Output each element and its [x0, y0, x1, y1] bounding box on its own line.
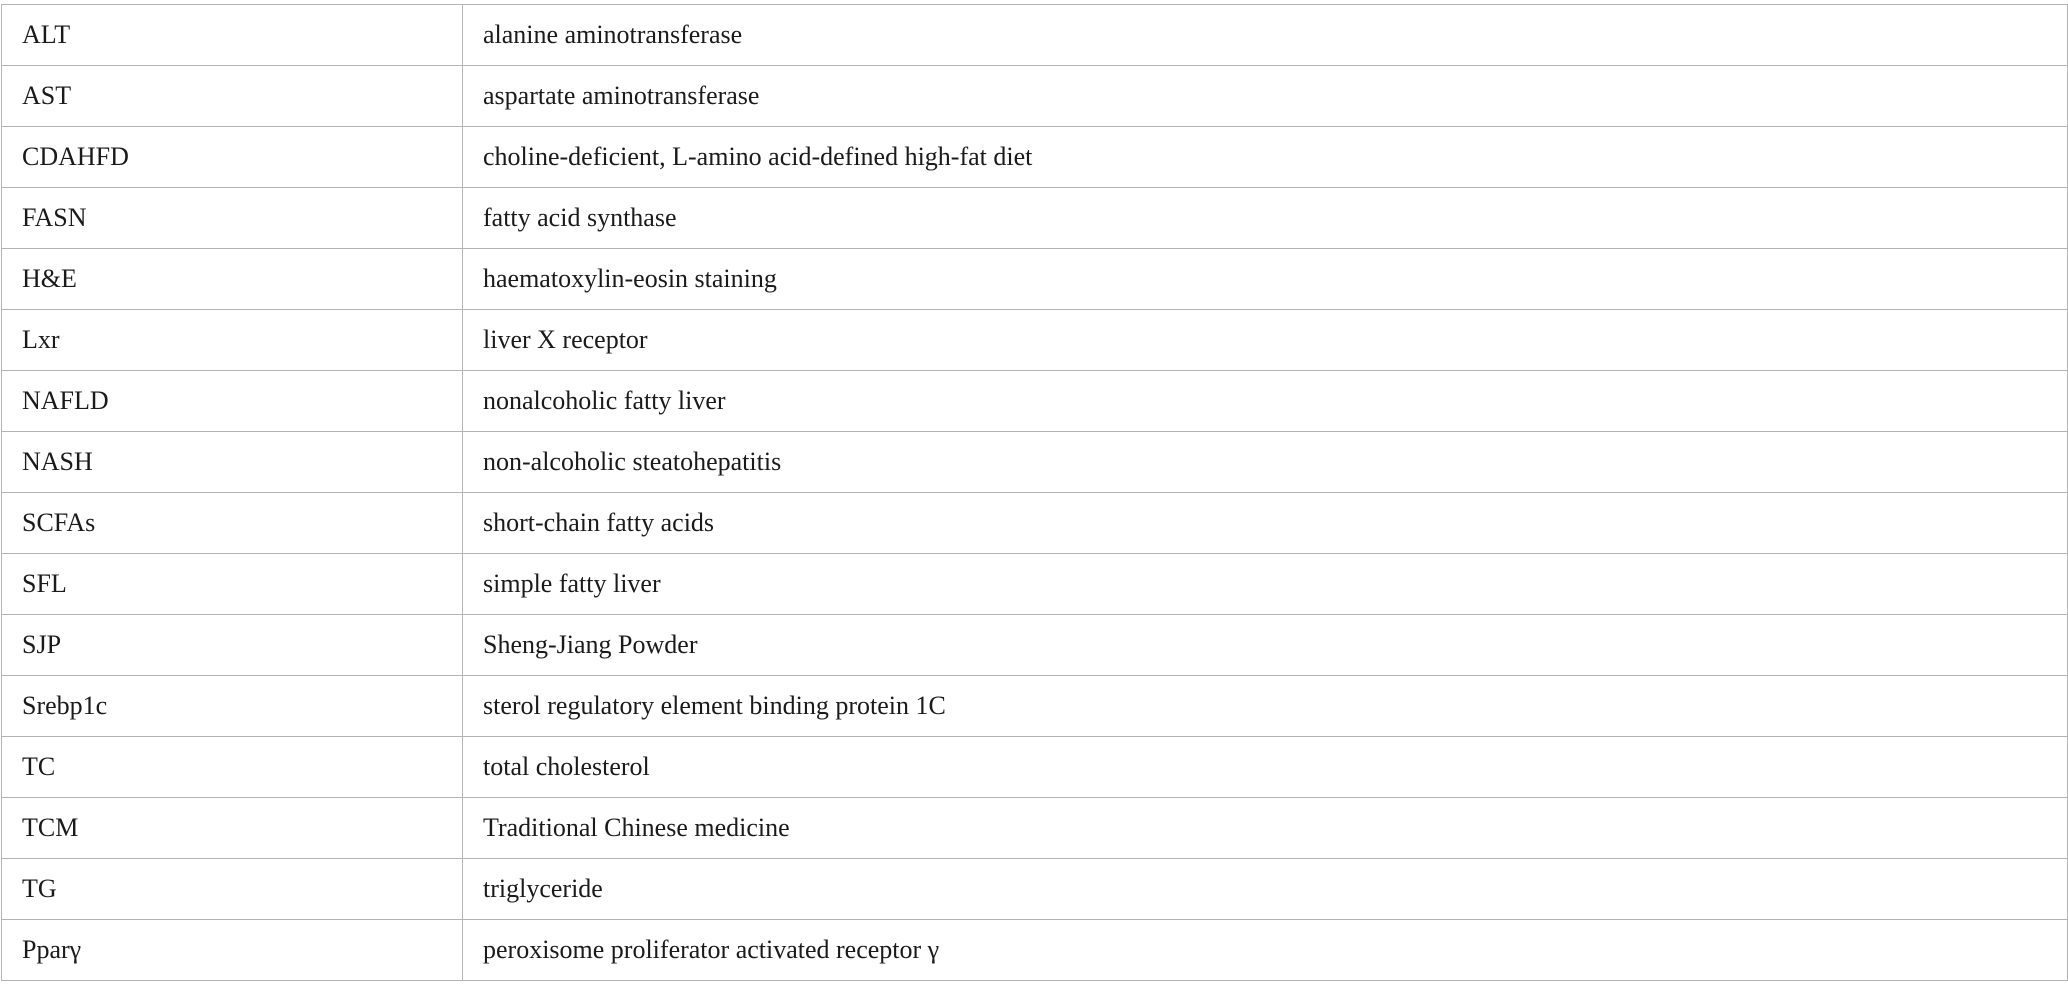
table-row	[2, 798, 2068, 859]
abbreviation-cell: Pparγ	[2, 920, 463, 981]
table-row	[2, 859, 2068, 920]
definition-cell: alanine aminotransferase	[463, 5, 2068, 66]
table-row	[2, 5, 2068, 66]
abbreviation-cell: Srebp1c	[2, 676, 463, 737]
table-row	[2, 920, 2068, 981]
definition-cell: peroxisome proliferator activated receptor γ	[463, 920, 2068, 981]
definition-cell: triglyceride	[463, 859, 2068, 920]
definition-cell: nonalcoholic fatty liver	[463, 371, 2068, 432]
definition-cell: short-chain fatty acids	[463, 493, 2068, 554]
definition-cell: choline-deficient, L-amino acid-defined high-fat diet	[463, 127, 2068, 188]
abbreviation-cell: H&E	[2, 249, 463, 310]
abbreviation-cell: SJP	[2, 615, 463, 676]
definition-cell: simple fatty liver	[463, 554, 2068, 615]
table-row	[2, 493, 2068, 554]
table-row	[2, 737, 2068, 798]
abbreviation-cell: ALT	[2, 5, 463, 66]
abbreviation-cell: CDAHFD	[2, 127, 463, 188]
table-row	[2, 310, 2068, 371]
abbreviation-cell: AST	[2, 66, 463, 127]
definition-cell: Traditional Chinese medicine	[463, 798, 2068, 859]
abbreviation-cell: SFL	[2, 554, 463, 615]
definition-cell: Sheng-Jiang Powder	[463, 615, 2068, 676]
table-row	[2, 66, 2068, 127]
table-row	[2, 615, 2068, 676]
definition-cell: liver X receptor	[463, 310, 2068, 371]
definition-cell: non-alcoholic steatohepatitis	[463, 432, 2068, 493]
abbreviation-cell: SCFAs	[2, 493, 463, 554]
abbreviation-cell: NAFLD	[2, 371, 463, 432]
abbreviation-cell: TCM	[2, 798, 463, 859]
abbreviation-cell: NASH	[2, 432, 463, 493]
table-row	[2, 554, 2068, 615]
definition-cell: total cholesterol	[463, 737, 2068, 798]
table-row	[2, 188, 2068, 249]
definition-cell: haematoxylin-eosin staining	[463, 249, 2068, 310]
abbreviation-cell: TC	[2, 737, 463, 798]
definition-cell: sterol regulatory element binding protein 1C	[463, 676, 2068, 737]
table-row	[2, 127, 2068, 188]
table-row	[2, 432, 2068, 493]
abbreviation-cell: TG	[2, 859, 463, 920]
table-row	[2, 371, 2068, 432]
abbreviation-cell: FASN	[2, 188, 463, 249]
definition-cell: aspartate aminotransferase	[463, 66, 2068, 127]
table-row	[2, 249, 2068, 310]
table-row	[2, 676, 2068, 737]
abbreviations-table	[1, 4, 2068, 981]
definition-cell: fatty acid synthase	[463, 188, 2068, 249]
abbreviation-cell: Lxr	[2, 310, 463, 371]
